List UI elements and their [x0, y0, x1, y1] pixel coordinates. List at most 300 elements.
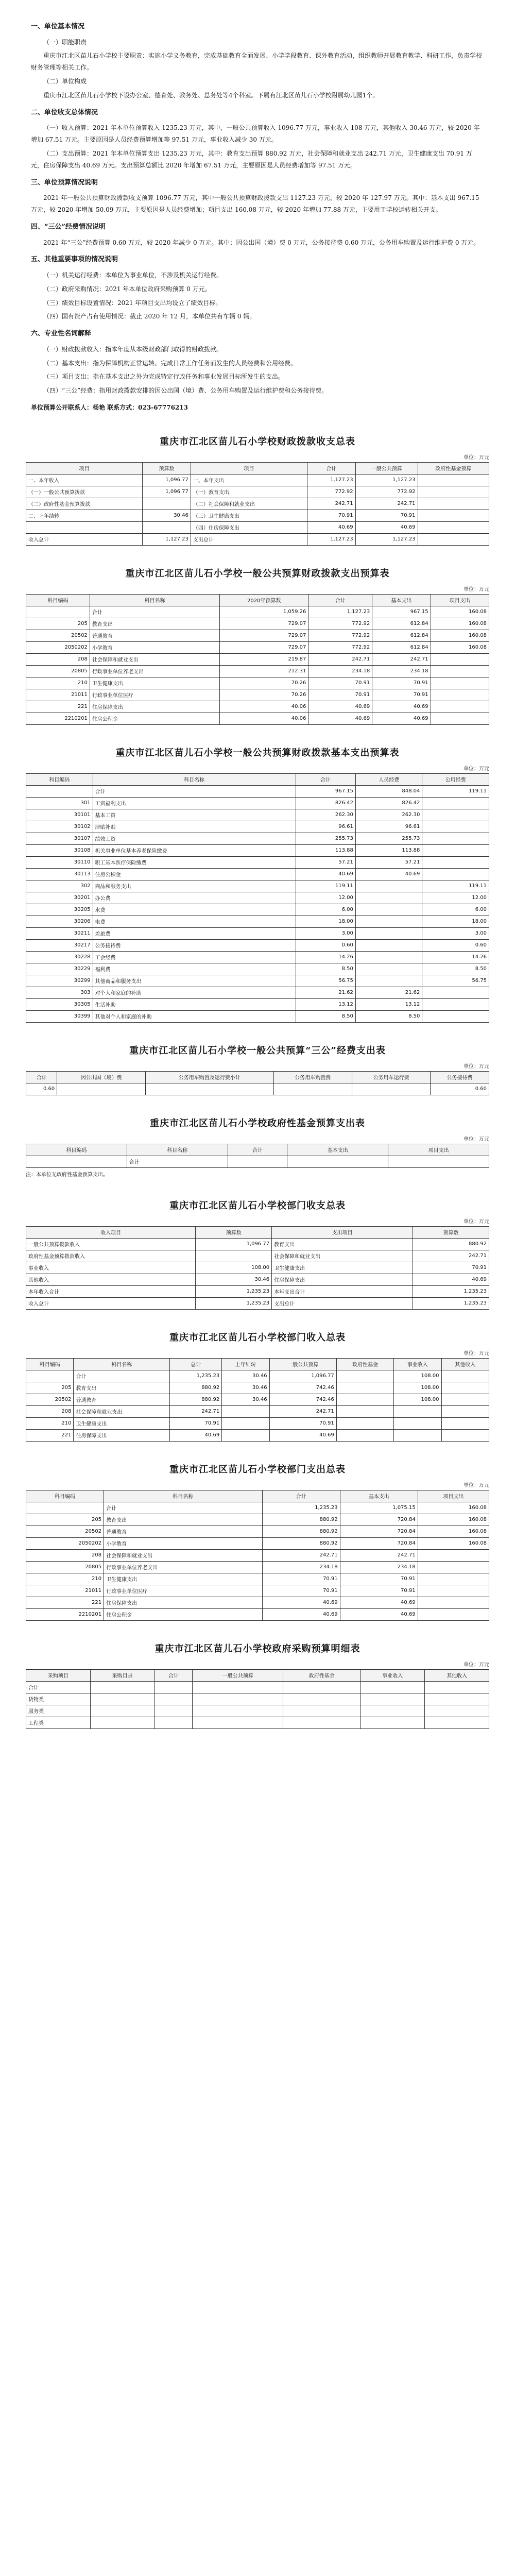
- table-cell: 160.08: [418, 1514, 489, 1526]
- table-header-cell: 科目名称: [74, 1358, 170, 1370]
- table-cell: [418, 1608, 489, 1620]
- table-cell: 21.62: [355, 987, 422, 998]
- table-header-cell: 科目编码: [26, 1144, 127, 1156]
- table-cell: 合计: [74, 1370, 170, 1382]
- table-cell: [26, 785, 93, 797]
- table-cell: 30399: [26, 1010, 93, 1022]
- table-cell: 1,235.23: [262, 1502, 340, 1514]
- table-cell: 普通教育: [90, 630, 219, 641]
- table-header-cell: 合计: [154, 1669, 193, 1681]
- table-cell: [355, 975, 422, 987]
- budget-table-section: [26, 1641, 489, 1729]
- table-cell: 720.84: [340, 1514, 418, 1526]
- table-cell: 30113: [26, 868, 93, 880]
- table-row: [26, 904, 489, 916]
- table-header-cell: 合计: [296, 773, 355, 785]
- table-cell: [418, 474, 489, 486]
- table-cell: 12.00: [422, 892, 489, 904]
- budget-table-section: [26, 745, 489, 1023]
- section-paragraph: （三）项目支出：指在基本支出之外为完成特定行政任务和事业发展目标所发生的支出。: [43, 373, 285, 381]
- table-cell: 1,127.23: [307, 474, 355, 486]
- table-row: [26, 868, 489, 880]
- table-cell: [441, 1429, 489, 1441]
- table-cell: 40.69: [372, 713, 431, 724]
- section-paragraph: 2021 年“三公”经费预算 0.60 万元，较 2020 年减少 0 万元。其中：因公出国（境）费 0 万元，公务接待费 0.60 万元，公务用车购置及运行维护费 0 万元。: [43, 239, 480, 246]
- table-row: [26, 785, 489, 797]
- table-cell: [57, 1083, 146, 1095]
- table-row: [26, 1238, 489, 1250]
- table-cell: 30217: [26, 939, 93, 951]
- table-cell: 差旅费: [93, 927, 296, 939]
- table-cell: 742.46: [269, 1382, 336, 1394]
- table-cell: 机关事业单位基本养老保险缴费: [93, 844, 296, 856]
- table-cell: [222, 1429, 269, 1441]
- table-unit: 单位：万元: [464, 1218, 489, 1225]
- table-header-cell: 项目支出: [418, 1490, 489, 1502]
- table-cell: 70.91: [262, 1585, 340, 1597]
- table-row: [26, 701, 489, 713]
- section-paragraph: （一）财政拨款收入：指本年度从本级财政部门取得的财政拨款。: [43, 345, 223, 353]
- table-cell: 商品和服务支出: [93, 880, 296, 892]
- table-cell: 住房公积金: [104, 1608, 263, 1620]
- table-cell: 210: [26, 1573, 104, 1585]
- section-paragraph: （二）单位构成: [43, 78, 87, 86]
- table-header-cell: 公务用车购置费: [273, 1071, 352, 1083]
- table-row: [26, 641, 489, 653]
- section-paragraph: （四）“三公”经费：指用财政拨款安排的因公出国（境）费、公务用车购置及运行维护费和公务接待费。: [43, 387, 328, 395]
- table-cell: [154, 1681, 193, 1693]
- table-cell: [193, 1693, 283, 1705]
- table-cell: 工资福利支出: [93, 797, 296, 809]
- table-cell: 40.06: [220, 713, 308, 724]
- table-row: [26, 821, 489, 833]
- table-cell: 住房公积金: [90, 713, 219, 724]
- table-cell: [418, 521, 489, 533]
- section-paragraph: （二）政府采购情况：2021 年本单位政府采购预算 0 万元。: [43, 285, 211, 293]
- table-row: [26, 1370, 489, 1382]
- table-header-cell: 公用经费: [422, 773, 489, 785]
- table-cell: 234.18: [262, 1561, 340, 1573]
- table-cell: 服务类: [26, 1705, 91, 1717]
- table-cell: [360, 1705, 425, 1717]
- table-cell: [336, 1370, 393, 1382]
- table-title: 重庆市江北区苗儿石小学校一般公共预算“三公”经费支出表: [129, 1045, 386, 1056]
- section-paragraph: 重庆市江北区苗儿石小学校主要职责：实施小学义务教育，完成基础教育全面发展、小学学段教育、课外教育活动，组织教师开展教育教学、科研工作，负责学校财务管理等相关工作。: [31, 52, 483, 72]
- table-cell: [431, 665, 489, 677]
- table-row: [26, 1297, 489, 1309]
- table-cell: 合计: [26, 1681, 91, 1693]
- table-cell: 70.26: [220, 689, 308, 701]
- table-cell: 880.92: [262, 1526, 340, 1537]
- table-title: 重庆市江北区苗儿石小学校一般公共预算财政拨款基本支出预算表: [115, 747, 400, 758]
- table-cell: 30.46: [143, 510, 191, 521]
- table-cell: 工程类: [26, 1717, 91, 1728]
- table-cell: [193, 1705, 283, 1717]
- section-paragraph: （一）收入预算：2021 年本单位预算收入 1235.23 万元，其中，一般公共预算收入 1096.77 万元，事业收入 108 万元，其他收入 30.46 万元，较 2020 年增加 67.51 万元。主要原因是人员经费预算增加等 97.51 万元，事业收入减少 30 万元。: [31, 124, 480, 144]
- table-cell: 1,127.23: [308, 606, 372, 618]
- table-cell: 14.26: [296, 951, 355, 963]
- table-cell: [143, 498, 191, 510]
- table-cell: 本年收入合计: [26, 1285, 196, 1297]
- table-cell: 对个人和家庭的补助: [93, 987, 296, 998]
- table-cell: 113.88: [355, 844, 422, 856]
- table-cell: [418, 1561, 489, 1573]
- table-cell: 70.26: [220, 677, 308, 689]
- table-row: [26, 1573, 489, 1585]
- table-cell: 880.92: [170, 1382, 222, 1394]
- table-cell: 302: [26, 880, 93, 892]
- table-cell: 小学教育: [104, 1537, 263, 1549]
- table-title: 重庆市江北区苗儿石小学校政府采购预算明细表: [154, 1643, 360, 1654]
- contact-line: 单位预算公开联系人：杨艳 联系方式：023-67776213: [31, 404, 188, 412]
- table-header-cell: 公务接待费: [431, 1071, 489, 1083]
- table-row: [26, 1502, 489, 1514]
- table-cell: 242.71: [307, 498, 355, 510]
- table-cell: 政府性基金预算拨款收入: [26, 1250, 196, 1262]
- table-cell: 社会保障和就业支出: [272, 1250, 413, 1262]
- table-row: [26, 630, 489, 641]
- table-title: 重庆市江北区苗儿石小学校财政拨款收支总表: [160, 436, 355, 447]
- table-cell: 其他商品和服务支出: [93, 975, 296, 987]
- table-cell: 职工基本医疗保险缴费: [93, 856, 296, 868]
- table-cell: 18.00: [422, 916, 489, 927]
- table-cell: 720.84: [340, 1526, 418, 1537]
- budget-table-section: [26, 1043, 489, 1095]
- table-cell: 0.60: [296, 939, 355, 951]
- table-cell: 一、本年收入: [26, 474, 143, 486]
- table-cell: [422, 856, 489, 868]
- table-header-cell: 事业收入: [360, 1669, 425, 1681]
- table-header-cell: 基本支出: [340, 1490, 418, 1502]
- table-cell: [336, 1394, 393, 1405]
- table-cell: 70.91: [340, 1573, 418, 1585]
- table-cell: [336, 1405, 393, 1417]
- table-cell: 卫生健康支出: [272, 1262, 413, 1274]
- table-cell: [26, 1370, 74, 1382]
- table-row: [26, 1514, 489, 1526]
- table-cell: 30299: [26, 975, 93, 987]
- budget-table-section: [26, 1198, 489, 1310]
- table-cell: 70.91: [355, 510, 418, 521]
- table-title: 重庆市江北区苗儿石小学校一般公共预算财政拨款支出预算表: [125, 568, 390, 579]
- table-header-cell: 采购项目: [26, 1669, 91, 1681]
- table-cell: [431, 689, 489, 701]
- table-cell: [154, 1705, 193, 1717]
- table-cell: [418, 1585, 489, 1597]
- table-cell: [360, 1717, 425, 1728]
- table-row: [26, 606, 489, 618]
- table-cell: 21011: [26, 1585, 104, 1597]
- table-cell: [425, 1717, 489, 1728]
- table-cell: [355, 916, 422, 927]
- table-header-cell: 科目编码: [26, 1490, 104, 1502]
- table-cell: 40.69: [269, 1429, 336, 1441]
- table-cell: （二）社会保障和就业支出: [191, 498, 307, 510]
- table-cell: 卫生健康支出: [74, 1417, 170, 1429]
- table-cell: [425, 1681, 489, 1693]
- table-cell: 880.92: [262, 1514, 340, 1526]
- table-cell: 20502: [26, 1394, 74, 1405]
- table-cell: 826.42: [355, 797, 422, 809]
- budget-table-section: [26, 1116, 489, 1178]
- budget-table-section: [26, 1330, 489, 1442]
- table-cell: [441, 1394, 489, 1405]
- table-cell: 40.69: [355, 521, 418, 533]
- section-heading: 三、单位预算情况说明: [31, 178, 98, 187]
- table-row: [26, 1681, 489, 1693]
- table-header-cell: 其他收入: [425, 1669, 489, 1681]
- table-cell: 合计: [93, 785, 296, 797]
- table-cell: 40.69: [340, 1608, 418, 1620]
- table-cell: 2050202: [26, 1537, 104, 1549]
- table-cell: 20805: [26, 1561, 104, 1573]
- table-cell: 14.26: [422, 951, 489, 963]
- table-cell: 772.92: [308, 641, 372, 653]
- table-cell: 612.84: [372, 618, 431, 630]
- table-row: [26, 474, 489, 486]
- table-cell: 205: [26, 1514, 104, 1526]
- budget-table: [26, 773, 489, 1023]
- table-row: [26, 856, 489, 868]
- table-cell: 2210201: [26, 713, 90, 724]
- table-cell: 6.00: [296, 904, 355, 916]
- table-cell: [193, 1717, 283, 1728]
- table-cell: 40.06: [220, 701, 308, 713]
- table-cell: [418, 510, 489, 521]
- table-row: [26, 1608, 489, 1620]
- table-cell: [441, 1417, 489, 1429]
- table-cell: [283, 1693, 360, 1705]
- table-cell: 住房保障支出: [74, 1429, 170, 1441]
- table-row: [26, 939, 489, 951]
- table-cell: [394, 1405, 441, 1417]
- table-cell: 30211: [26, 927, 93, 939]
- table-cell: 30.46: [222, 1394, 269, 1405]
- table-cell: 242.71: [355, 498, 418, 510]
- table-header-cell: 一般公共预算: [193, 1669, 283, 1681]
- table-cell: 208: [26, 653, 90, 665]
- table-cell: 社会保障和就业支出: [90, 653, 219, 665]
- table-cell: 119.11: [296, 880, 355, 892]
- table-cell: [352, 1083, 430, 1095]
- table-cell: [394, 1417, 441, 1429]
- table-cell: 242.71: [413, 1250, 489, 1262]
- table-cell: 210: [26, 677, 90, 689]
- table-row: [26, 797, 489, 809]
- table-cell: 1,235.23: [170, 1370, 222, 1382]
- table-cell: 219.87: [220, 653, 308, 665]
- table-cell: 0.60: [431, 1083, 489, 1095]
- table-unit: 单位：万元: [464, 1662, 489, 1668]
- table-cell: （一）教育支出: [191, 486, 307, 498]
- section-paragraph: （三）绩效目标设置情况：2021 年项目支出均设立了绩效目标。: [43, 299, 222, 307]
- table-cell: [422, 809, 489, 821]
- table-header-cell: 支出项目: [272, 1226, 413, 1238]
- table-row: [26, 1083, 489, 1095]
- table-cell: [26, 1502, 104, 1514]
- table-cell: 40.69: [307, 521, 355, 533]
- table-cell: 848.04: [355, 785, 422, 797]
- table-cell: 社会保障和就业支出: [104, 1549, 263, 1561]
- table-cell: [355, 927, 422, 939]
- table-row: [26, 1537, 489, 1549]
- table-cell: 30.46: [196, 1274, 272, 1285]
- table-header-cell: 项目支出: [431, 594, 489, 606]
- table-row: [26, 665, 489, 677]
- table-row: [26, 533, 489, 545]
- table-header-cell: 收入项目: [26, 1226, 196, 1238]
- budget-table: [26, 594, 489, 725]
- table-cell: [418, 498, 489, 510]
- table-cell: 210: [26, 1417, 74, 1429]
- section-paragraph: （二）基本支出：指为保障机构正常运转、完成日常工作任务而发生的人员经费和公用经费。: [43, 359, 297, 367]
- table-header-cell: 合计: [307, 462, 355, 474]
- table-cell: [154, 1717, 193, 1728]
- table-row: [26, 1285, 489, 1297]
- table-cell: [143, 521, 191, 533]
- table-row: [26, 677, 489, 689]
- table-cell: 212.31: [220, 665, 308, 677]
- table-cell: 208: [26, 1549, 104, 1561]
- section-heading: 五、其他重要事项的情况说明: [31, 256, 118, 264]
- table-cell: 0.60: [26, 1083, 57, 1095]
- table-cell: 56.75: [296, 975, 355, 987]
- table-row: [26, 1250, 489, 1262]
- table-unit: 单位：万元: [464, 1136, 489, 1142]
- section-paragraph: 重庆市江北区苗儿石小学校下设办公室、德育处、教务处、总务处等4个科室。下属有江北区苗儿石小学校附属幼儿园1个。: [43, 91, 379, 99]
- table-cell: （四）住房保障支出: [191, 521, 307, 533]
- budget-table: [26, 462, 489, 546]
- budget-table: [26, 1358, 489, 1442]
- table-cell: 160.08: [418, 1537, 489, 1549]
- table-cell: 255.73: [355, 833, 422, 844]
- table-cell: 56.75: [422, 975, 489, 987]
- table-cell: 合计: [90, 606, 219, 618]
- table-cell: 教育支出: [90, 618, 219, 630]
- table-cell: [425, 1693, 489, 1705]
- table-cell: 57.21: [296, 856, 355, 868]
- table-cell: 30108: [26, 844, 93, 856]
- table-cell: 18.00: [296, 916, 355, 927]
- table-cell: 255.73: [296, 833, 355, 844]
- table-cell: 234.18: [308, 665, 372, 677]
- budget-table: [26, 1669, 489, 1729]
- table-cell: 卫生健康支出: [90, 677, 219, 689]
- table-cell: 支出总计: [272, 1297, 413, 1309]
- table-header-cell: 项目支出: [388, 1144, 489, 1156]
- table-cell: [418, 533, 489, 545]
- table-cell: 40.69: [308, 701, 372, 713]
- table-cell: 30107: [26, 833, 93, 844]
- table-cell: [90, 1717, 154, 1728]
- table-row: [26, 510, 489, 521]
- table-cell: 公务接待费: [93, 939, 296, 951]
- table-cell: 205: [26, 1382, 74, 1394]
- table-header-cell: 基本支出: [372, 594, 431, 606]
- table-cell: [154, 1693, 193, 1705]
- table-cell: 20502: [26, 630, 90, 641]
- table-row: [26, 1597, 489, 1608]
- table-cell: 合计: [127, 1156, 228, 1167]
- table-cell: 20805: [26, 665, 90, 677]
- table-cell: [418, 1573, 489, 1585]
- table-cell: 30305: [26, 998, 93, 1010]
- table-cell: 720.84: [340, 1537, 418, 1549]
- table-cell: （二）政府性基金预算拨款: [26, 498, 143, 510]
- table-header-cell: 其他收入: [441, 1358, 489, 1370]
- table-cell: 教育支出: [104, 1514, 263, 1526]
- table-cell: 70.91: [307, 510, 355, 521]
- table-cell: 108.00: [394, 1370, 441, 1382]
- table-cell: [222, 1417, 269, 1429]
- table-cell: 普通教育: [74, 1394, 170, 1405]
- table-cell: 40.69: [262, 1597, 340, 1608]
- table-cell: 社会保障和就业支出: [74, 1405, 170, 1417]
- table-cell: [441, 1370, 489, 1382]
- table-cell: 1,127.23: [143, 533, 191, 545]
- table-cell: [26, 1156, 127, 1167]
- table-cell: 津贴补贴: [93, 821, 296, 833]
- table-cell: [355, 892, 422, 904]
- table-cell: 108.00: [394, 1394, 441, 1405]
- table-cell: [145, 1083, 273, 1095]
- table-cell: 242.71: [262, 1549, 340, 1561]
- table-cell: 967.15: [296, 785, 355, 797]
- budget-table-section: [26, 566, 489, 725]
- budget-table: [26, 1071, 489, 1095]
- table-row: [26, 1394, 489, 1405]
- table-row: [26, 498, 489, 510]
- table-cell: 242.71: [269, 1405, 336, 1417]
- table-cell: 20502: [26, 1526, 104, 1537]
- table-cell: 1,096.77: [269, 1370, 336, 1382]
- table-header-cell: 采购目录: [90, 1669, 154, 1681]
- table-cell: 234.18: [372, 665, 431, 677]
- table-cell: [441, 1382, 489, 1394]
- table-cell: [355, 904, 422, 916]
- table-cell: [90, 1693, 154, 1705]
- table-cell: 3.00: [296, 927, 355, 939]
- table-title: 重庆市江北区苗儿石小学校部门收入总表: [169, 1332, 346, 1343]
- table-row: [26, 689, 489, 701]
- table-cell: 收入总计: [26, 1297, 196, 1309]
- table-cell: 30201: [26, 892, 93, 904]
- table-cell: 1,096.77: [143, 486, 191, 498]
- table-cell: [336, 1417, 393, 1429]
- section-paragraph: （一）机关运行经费：本单位为事业单位，不涉及机关运行经费。: [43, 272, 223, 279]
- table-cell: 水费: [93, 904, 296, 916]
- table-cell: 262.30: [355, 809, 422, 821]
- table-unit: 单位：万元: [464, 1350, 489, 1357]
- table-cell: 6.00: [422, 904, 489, 916]
- table-row: [26, 486, 489, 498]
- table-cell: 21011: [26, 689, 90, 701]
- table-cell: 小学教育: [90, 641, 219, 653]
- table-header-cell: 项目: [191, 462, 307, 474]
- table-cell: 221: [26, 701, 90, 713]
- table-cell: [26, 521, 143, 533]
- table-row: [26, 892, 489, 904]
- table-header-cell: 预算数: [143, 462, 191, 474]
- table-row: [26, 1549, 489, 1561]
- table-cell: [422, 833, 489, 844]
- table-cell: [360, 1681, 425, 1693]
- section-paragraph: 2021 年一般公共预算财政拨款收支预算 1096.77 万元，其中一般公共预算财政拨款支出 1127.23 万元，较 2020 年 127.97 万元。其中：基本支出 967.15 万元，较 2020 年增加 50.09 万元，主要原因是人员经费增加；项目支出 160.08 万元，较 2020 年增加 77.88 万元，主要用于学校运转相关开支。: [31, 194, 479, 214]
- table-cell: 卫生健康支出: [104, 1573, 263, 1585]
- table-cell: 2050202: [26, 641, 90, 653]
- section-heading: 四、“三公”经费情况说明: [31, 223, 106, 231]
- table-header-cell: 公务用车运行费: [352, 1071, 430, 1083]
